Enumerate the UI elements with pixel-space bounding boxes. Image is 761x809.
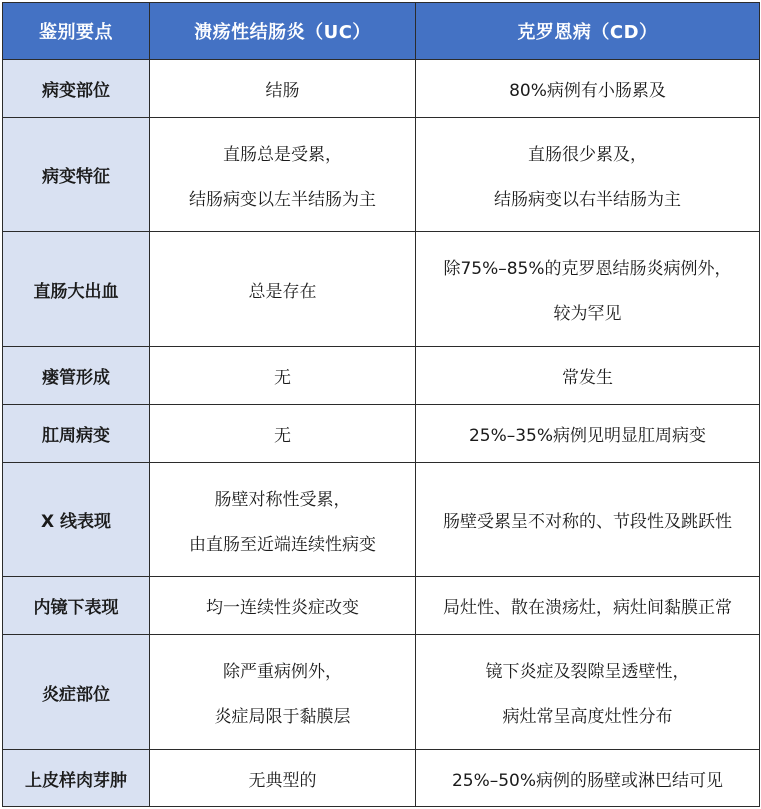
table-row <box>3 347 760 405</box>
cell-line: 除75%–85%的克罗恩结肠炎病例外， <box>443 259 732 279</box>
cell-line: 肠壁受累呈不对称的、节段性及跳跃性 <box>443 512 732 532</box>
cd-cell <box>416 347 760 405</box>
cell-line: 局灶性、散在溃疡灶，病灶间黏膜正常 <box>443 598 732 618</box>
cell-line: 炎症局限于黏膜层 <box>214 707 351 727</box>
uc-cell <box>150 405 416 463</box>
cell-line: 除严重病例外， <box>223 662 342 682</box>
cd-cell <box>416 635 760 750</box>
uc-cell <box>150 577 416 635</box>
cd-cell <box>416 463 760 577</box>
cell-line: 由直肠至近端连续性病变 <box>189 534 376 555</box>
cell-line: 无 <box>274 426 291 446</box>
uc-cell <box>150 463 416 577</box>
cell-line: 均一连续性炎症改变 <box>206 598 359 618</box>
cell-line: 直肠很少累及， <box>528 144 647 165</box>
cell-line: 常发生 <box>562 368 613 388</box>
cell-line: 无典型的 <box>248 770 317 791</box>
cell-line: 无 <box>274 368 291 388</box>
cell-line: 肠壁对称性受累， <box>214 489 351 510</box>
table-row <box>3 635 760 750</box>
table-row <box>3 405 760 463</box>
cell-line: 直肠总是受累， <box>223 144 342 165</box>
header-cd: 克罗恩病（CD） <box>416 3 760 60</box>
row-key: 炎症部位 <box>3 635 150 750</box>
header-criterion: 鉴别要点 <box>3 3 150 60</box>
cell-line: 80%病例有小肠累及 <box>509 81 666 101</box>
table-row <box>3 60 760 118</box>
cd-cell <box>416 405 760 463</box>
uc-cell <box>150 232 416 347</box>
table-row <box>3 463 760 577</box>
row-key: 直肠大出血 <box>3 232 150 347</box>
cell-line: 25%–35%病例见明显肛周病变 <box>468 426 707 446</box>
table-row <box>3 750 760 807</box>
cell-line: 结肠 <box>265 81 300 101</box>
uc-cd-comparison-table <box>2 2 760 807</box>
cd-cell <box>416 232 760 347</box>
uc-cell <box>150 750 416 807</box>
table-row <box>3 232 760 347</box>
row-key: 内镜下表现 <box>3 577 150 635</box>
row-key: 病变部位 <box>3 60 150 118</box>
uc-cell <box>150 60 416 118</box>
uc-cell <box>150 635 416 750</box>
header-uc: 溃疡性结肠炎（UC） <box>150 3 416 60</box>
row-key: X 线表现 <box>3 463 150 577</box>
row-key: 病变特征 <box>3 118 150 232</box>
cd-cell <box>416 118 760 232</box>
cell-line: 总是存在 <box>248 281 317 302</box>
cell-line: 结肠病变以右半结肠为主 <box>494 189 681 210</box>
cell-line: 较为罕见 <box>553 304 622 324</box>
uc-cell <box>150 118 416 232</box>
table-row <box>3 118 760 232</box>
row-key: 肛周病变 <box>3 405 150 463</box>
cd-cell <box>416 577 760 635</box>
uc-cell <box>150 347 416 405</box>
cell-line: 25%–50%病例的肠壁或淋巴结可见 <box>451 770 724 791</box>
cell-line: 结肠病变以左半结肠为主 <box>189 189 376 210</box>
cd-cell <box>416 750 760 807</box>
row-key: 上皮样肉芽肿 <box>3 750 150 807</box>
header-row <box>3 3 760 60</box>
table-row <box>3 577 760 635</box>
row-key: 瘘管形成 <box>3 347 150 405</box>
cell-line: 镜下炎症及裂隙呈透壁性， <box>485 662 690 682</box>
cd-cell <box>416 60 760 118</box>
cell-line: 病灶常呈高度灶性分布 <box>502 707 673 727</box>
